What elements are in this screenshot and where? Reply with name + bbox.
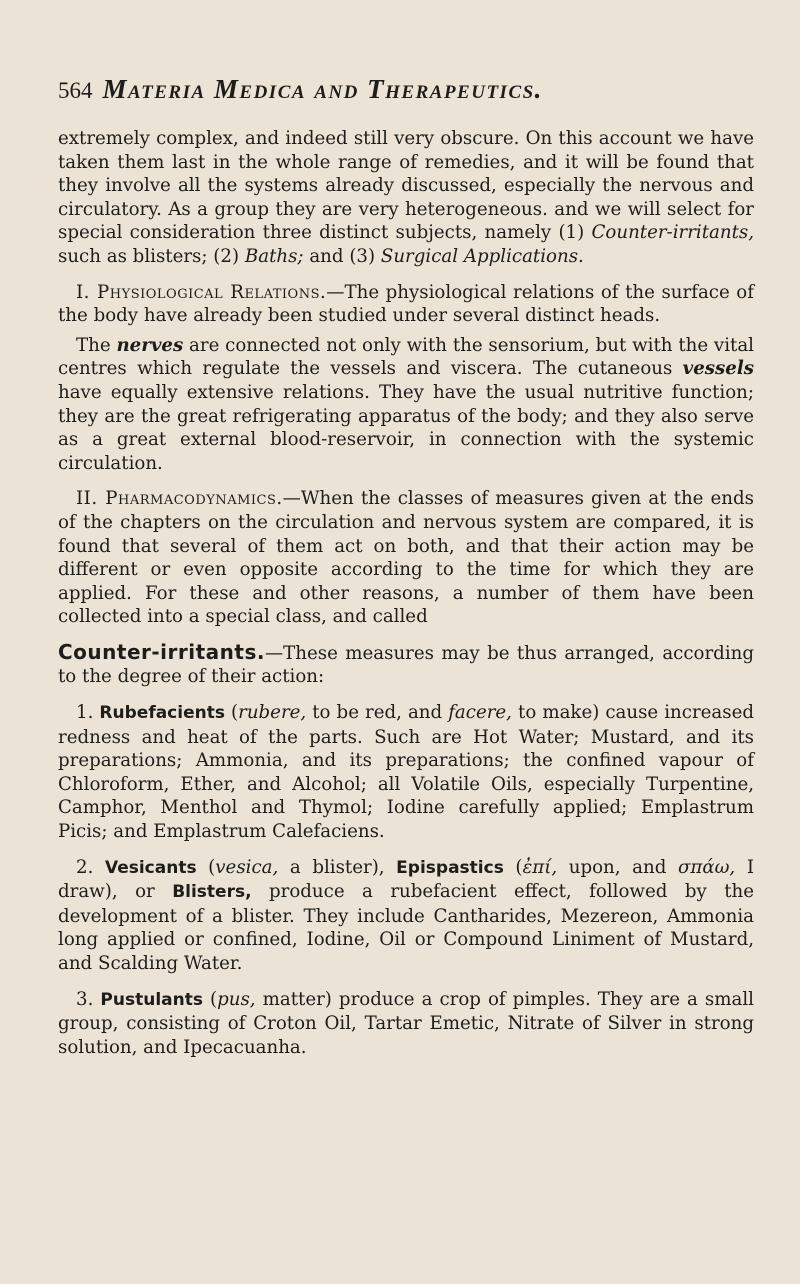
intro-text-2: such as blisters; (2) xyxy=(58,245,245,267)
section-1-text-3: have equally extensive relations. They have the usual nutritive function; they are the great refrigerating apparatus of the body; and they also serve as a great external blood-reservoir, in connection with the systemic circulation. xyxy=(58,381,754,474)
counter-irritants-paragraph xyxy=(58,641,754,689)
running-title: Materia Medica and Therapeutics. xyxy=(102,74,543,104)
section-1-paragraph-2 xyxy=(58,334,754,476)
page-header xyxy=(58,74,754,105)
item-term: Pustulants xyxy=(100,989,203,1010)
item-text: ( xyxy=(224,702,239,724)
section-1-heading: I. Physiological Relations. xyxy=(76,281,327,303)
item-text: to make) cause increased redness and heat of the parts. Such are Hot Water; Mustard, and its preparations; Ammonia, and its preparations; the confined vapour of Chloroform, Ether, and Alcohol; all Volatile Oils, especially Turpentine, Camphor, Menthol and Thymol; Iodine carefully applied; Emplastrum Picis; and Emplastrum Calefaciens. xyxy=(58,702,754,843)
intro-surgical: Surgical Applications. xyxy=(380,245,584,267)
item-text: to be red, and xyxy=(306,702,449,724)
counter-irritants-text: —These measures may be thus arranged, according to the degree of their action: xyxy=(58,642,754,688)
item-term: Vesicants xyxy=(104,857,197,878)
list-item-rubefacients xyxy=(58,701,754,844)
item-text: ( xyxy=(202,988,218,1010)
section-2-heading: II. Pharmacodynamics. xyxy=(76,488,283,510)
item-text: a blister), xyxy=(278,856,397,878)
section-1-text-2-pre: The xyxy=(76,334,117,356)
intro-baths: Baths; xyxy=(244,245,304,267)
intro-text-1: extremely complex, and indeed still very obscure. On this account we have taken them last in the whole range of remedies, and it will be found that they involve all the systems already discussed, especially the nervous and circulatory. As a group they are very heterogeneous. and we will select for special consideration three distinct subjects, namely (1) xyxy=(58,128,754,244)
section-1-paragraph xyxy=(58,281,754,328)
section-1-text-1: —The physiological relations of the surface of the body have already been studied under several distinct heads. xyxy=(58,281,754,327)
item-term: Epispastics xyxy=(396,857,504,878)
vessels-label: vessels xyxy=(682,358,754,380)
item-text: ( xyxy=(503,856,523,878)
item-etymology: ἐπί, xyxy=(522,856,558,878)
intro-counter-irritants: Counter-irritants, xyxy=(591,222,754,244)
list-item-pustulants xyxy=(58,988,754,1060)
item-number: 1. xyxy=(76,702,94,724)
page-number: 564 xyxy=(58,78,93,103)
item-text: ( xyxy=(196,856,216,878)
item-text: upon, and xyxy=(557,856,678,878)
item-etymology: facere, xyxy=(448,702,512,724)
section-2-text: —When the classes of measures given at the ends of the chapters on the circulation and nervous system are compared, it is found that several of them act on both, and that their action may be different or even opposite according to the time for which they are applied. For these and other reasons, a number of them have been collected into a special class, and called xyxy=(58,488,754,628)
section-1-text-2: are connected not only with the sensorium, but with the vital centres which regulate the vessels and viscera. The cutaneous xyxy=(58,334,754,380)
nerves-label: nerves xyxy=(116,334,184,356)
counter-irritants-heading: Counter-irritants. xyxy=(58,639,265,664)
item-etymology: rubere, xyxy=(238,702,307,724)
item-term: Blisters, xyxy=(172,882,252,903)
item-etymology: σπάω, xyxy=(677,856,736,878)
item-text: I draw), or xyxy=(58,856,754,903)
item-number: 3. xyxy=(76,988,94,1010)
item-text: matter) produce a crop of pimples. They are a small group, consisting of Croton Oil, Tartar Emetic, Nitrate of Silver in strong solution, and Ipecacuanha. xyxy=(58,988,754,1058)
intro-text-3: and (3) xyxy=(303,245,381,267)
item-etymology: pus, xyxy=(217,988,256,1010)
intro-paragraph xyxy=(58,127,754,269)
item-term: Rubefacients xyxy=(99,703,225,724)
section-2-paragraph xyxy=(58,487,754,629)
list-item-vesicants xyxy=(58,856,754,976)
item-etymology: vesica, xyxy=(215,856,279,878)
item-text: produce a rubefacient effect, followed by the development of a blister. They include Cantharides, Mezereon, Ammonia long applied or confined, Iodine, Oil or Compound Liniment of Mustard, and Scalding Water. xyxy=(58,881,754,974)
item-number: 2. xyxy=(76,856,94,878)
